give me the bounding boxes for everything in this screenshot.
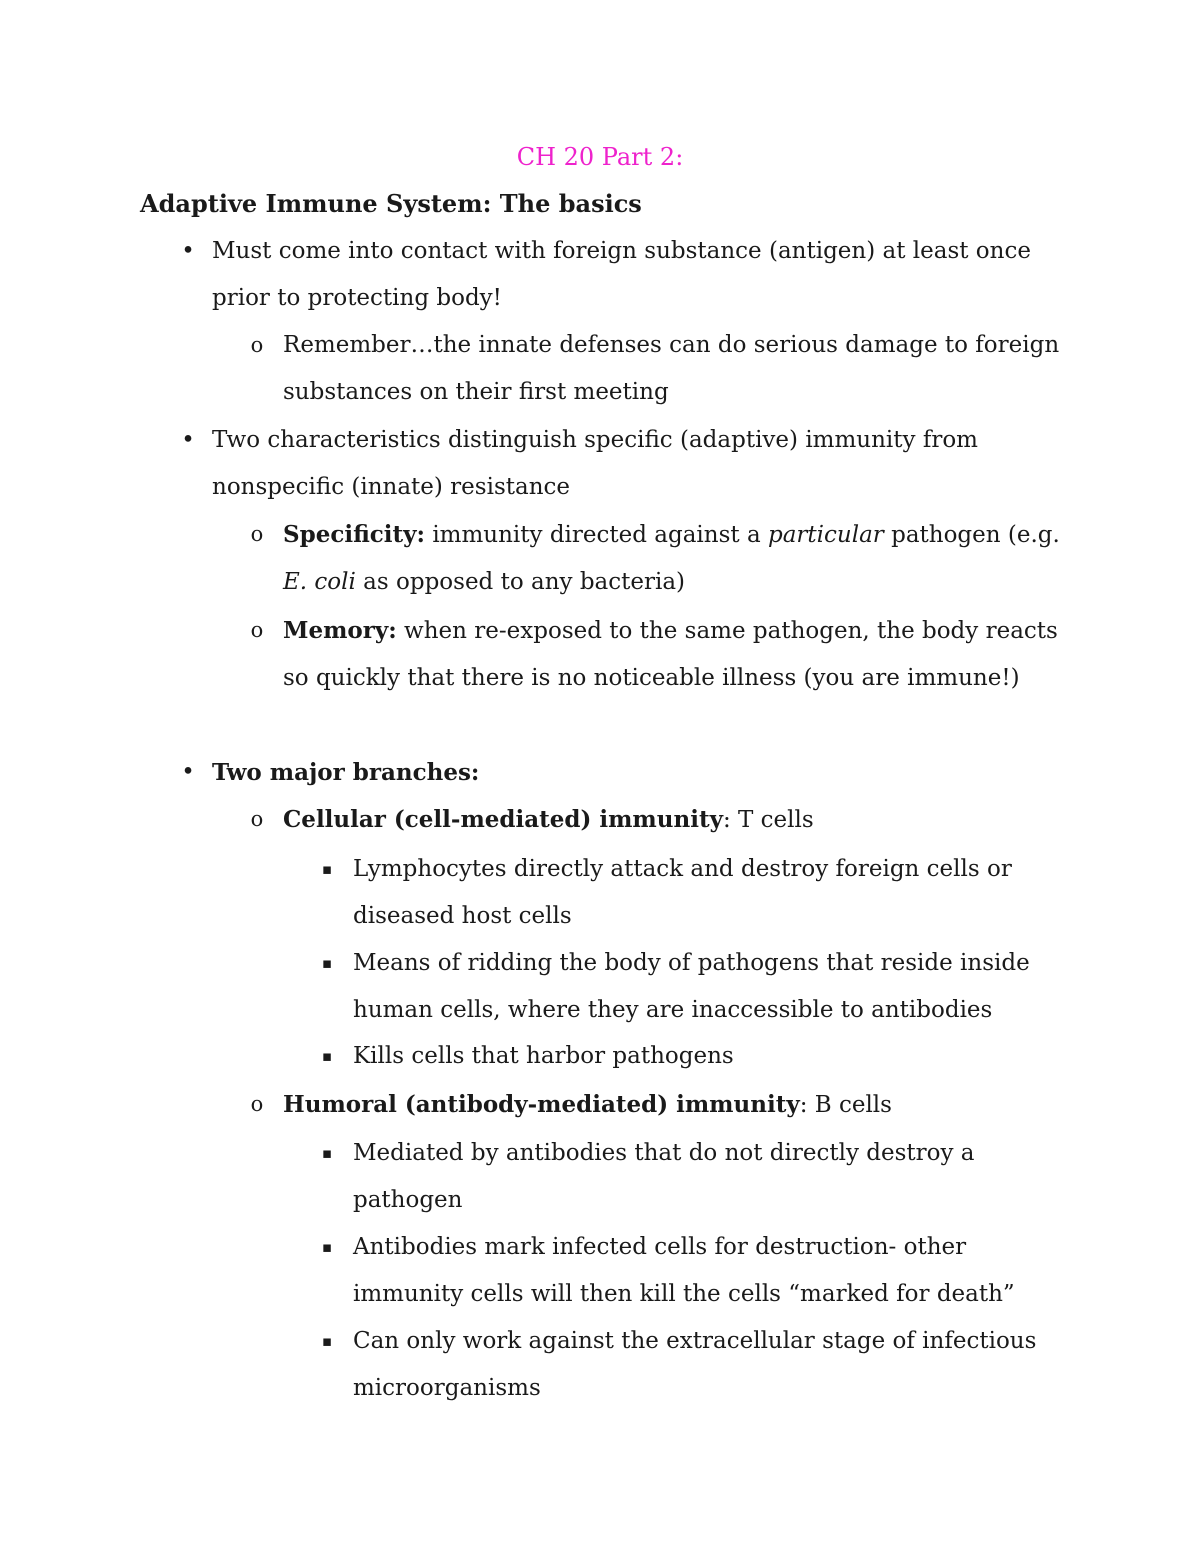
- list-item-text: Must come into contact with foreign substance (antigen) at least once prior to protecting body!: [212, 238, 1031, 311]
- list-item: [181, 417, 1092, 511]
- term-label: Humoral (antibody-mediated) immunity: [283, 1091, 800, 1118]
- list-item-text: : B cells: [799, 1092, 892, 1118]
- list-item-text: Means of ridding the body of pathogens that reside inside human cells, where they are inaccessible to antibodies: [353, 950, 1030, 1023]
- section-heading: Adaptive Immune System: The basics: [140, 189, 642, 218]
- circle-marker: o: [250, 522, 264, 546]
- document-title: CH 20 Part 2:: [516, 143, 684, 171]
- circle-marker: o: [250, 333, 264, 357]
- list-item: [181, 749, 1092, 797]
- emphasis-text: particular: [767, 522, 884, 548]
- list-item: [321, 940, 1073, 1034]
- list-item: [181, 228, 1092, 322]
- square-marker: ▪: [321, 1332, 333, 1350]
- list-item-text: as opposed to any bacteria): [355, 569, 686, 595]
- list-item-text: immunity directed against a: [425, 522, 768, 548]
- term-label: Cellular (cell-mediated) immunity: [283, 806, 723, 833]
- list-item-text: Two major branches:: [212, 759, 480, 786]
- list-item-text: Lymphocytes directly attack and destroy foreign cells or diseased host cells: [353, 856, 1012, 929]
- circle-marker: o: [250, 807, 264, 831]
- list-item-text: Kills cells that harbor pathogens: [353, 1043, 734, 1069]
- list-item-text: Can only work against the extracellular stage of infectious microorganisms: [353, 1328, 1037, 1401]
- square-marker: ▪: [321, 1047, 333, 1065]
- list-item-text: when re-exposed to the same pathogen, the body reacts so quickly that there is no noticeable illness (you are immune!): [283, 618, 1058, 691]
- list-item-text: : T cells: [722, 807, 814, 833]
- list-item: [250, 322, 1083, 416]
- list-item: [250, 1081, 1083, 1129]
- square-marker: ▪: [321, 954, 333, 972]
- square-marker: ▪: [321, 860, 333, 878]
- circle-marker: o: [250, 618, 264, 642]
- list-item: [321, 1033, 1073, 1080]
- bullet-marker: •: [181, 759, 195, 785]
- list-item: [250, 796, 1083, 844]
- term-label: Memory:: [283, 617, 397, 644]
- list-item: [250, 511, 1083, 606]
- list-item-text: Antibodies mark infected cells for destruction- other immunity cells will then kill the cells “marked for death”: [353, 1234, 1015, 1307]
- list-item: [250, 607, 1083, 702]
- emphasis-text: E. coli: [283, 569, 356, 595]
- list-item-text: Mediated by antibodies that do not directly destroy a pathogen: [353, 1140, 975, 1213]
- list-item-text: Remember…the innate defenses can do serious damage to foreign substances on their first meeting: [283, 332, 1060, 405]
- circle-marker: o: [250, 1092, 264, 1116]
- list-item: [321, 1318, 1073, 1412]
- list-item: [321, 846, 1073, 940]
- square-marker: ▪: [321, 1144, 333, 1162]
- bullet-marker: •: [181, 238, 195, 264]
- list-item: [321, 1130, 1073, 1224]
- bullet-marker: •: [181, 427, 195, 453]
- list-item-text: pathogen (e.g.: [883, 522, 1060, 548]
- list-item-text: Two characteristics distinguish specific (adaptive) immunity from nonspecific (innate) resistance: [212, 427, 978, 500]
- term-label: Specificity:: [283, 521, 426, 548]
- list-item: [321, 1224, 1073, 1318]
- square-marker: ▪: [321, 1238, 333, 1256]
